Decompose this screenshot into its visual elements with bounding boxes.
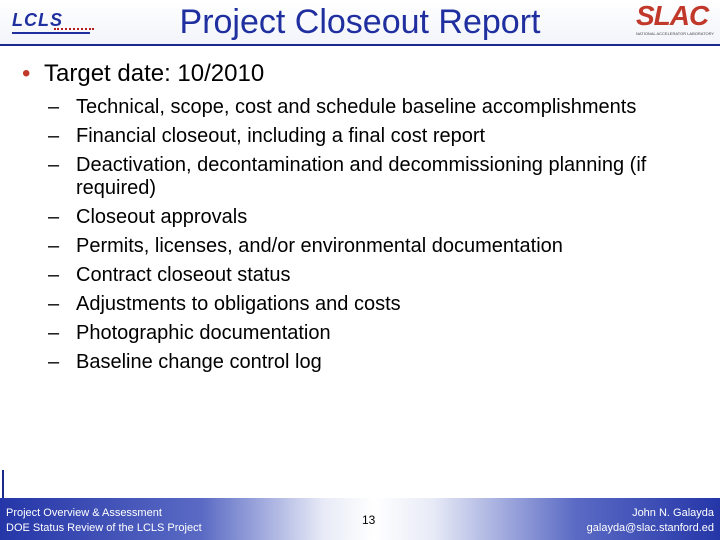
- footer-left-line2: DOE Status Review of the LCLS Project: [6, 522, 202, 534]
- dash-icon: –: [48, 154, 60, 176]
- footer-left-line1: Project Overview & Assessment: [6, 507, 162, 519]
- slac-logo-subtitle: NATIONAL ACCELERATOR LABORATORY: [636, 31, 714, 35]
- footer-left: [6, 506, 202, 536]
- dash-icon: –: [48, 263, 60, 286]
- footer-author-email: galayda@slac.stanford.ed: [586, 522, 714, 534]
- slide-header: [0, 0, 720, 46]
- sub-bullet: [0, 264, 676, 287]
- dash-icon: –: [48, 234, 60, 257]
- sub-bullet-text: Deactivation, decontamination and decommissioning planning (if required): [76, 154, 647, 199]
- sub-bullet-text: Financial closeout, including a final cost report: [76, 125, 486, 147]
- sub-bullet-text: Closeout approvals: [76, 205, 248, 228]
- sub-bullet: [0, 125, 676, 148]
- dash-icon: –: [48, 96, 60, 118]
- bullet-dot-icon: •: [22, 60, 31, 87]
- footer-author-name: John N. Galayda: [632, 507, 714, 519]
- lcls-logo-text: LCLS: [12, 10, 63, 30]
- slide-footer: [0, 498, 720, 540]
- sub-bullet-text: Photographic documentation: [76, 321, 331, 344]
- sub-bullet: [0, 322, 676, 345]
- dash-icon: –: [48, 350, 60, 373]
- slide-content: [0, 46, 720, 496]
- dash-icon: –: [48, 292, 60, 315]
- sub-bullet-text: Permits, licenses, and/or environmental documentation: [76, 234, 563, 257]
- sub-bullet-text: Technical, scope, cost and schedule baseline accomplishments: [76, 96, 637, 118]
- sub-bullet: [0, 351, 676, 374]
- left-divider-line: [2, 470, 4, 498]
- dash-icon: –: [48, 125, 60, 147]
- sub-bullet: [0, 293, 676, 316]
- footer-right: [587, 506, 714, 536]
- main-bullet-text: Target date: 10/2010: [44, 60, 265, 87]
- slac-logo: [634, 0, 716, 40]
- sub-bullet: [0, 206, 676, 229]
- dash-icon: –: [48, 321, 60, 344]
- sub-bullet: [0, 235, 676, 258]
- sub-bullet-text: Baseline change control log: [76, 350, 322, 373]
- page-number: 13: [362, 513, 376, 527]
- slac-logo-text: SLAC: [636, 0, 709, 31]
- sub-bullet: [0, 154, 676, 199]
- sub-bullet-list: [0, 96, 676, 380]
- main-bullet: [22, 60, 264, 88]
- sub-bullet: [0, 96, 676, 119]
- slide-title: Project Closeout Report: [179, 3, 541, 41]
- sub-bullet-text: Adjustments to obligations and costs: [76, 292, 401, 315]
- dash-icon: –: [48, 205, 60, 228]
- sub-bullet-text: Contract closeout status: [76, 263, 291, 286]
